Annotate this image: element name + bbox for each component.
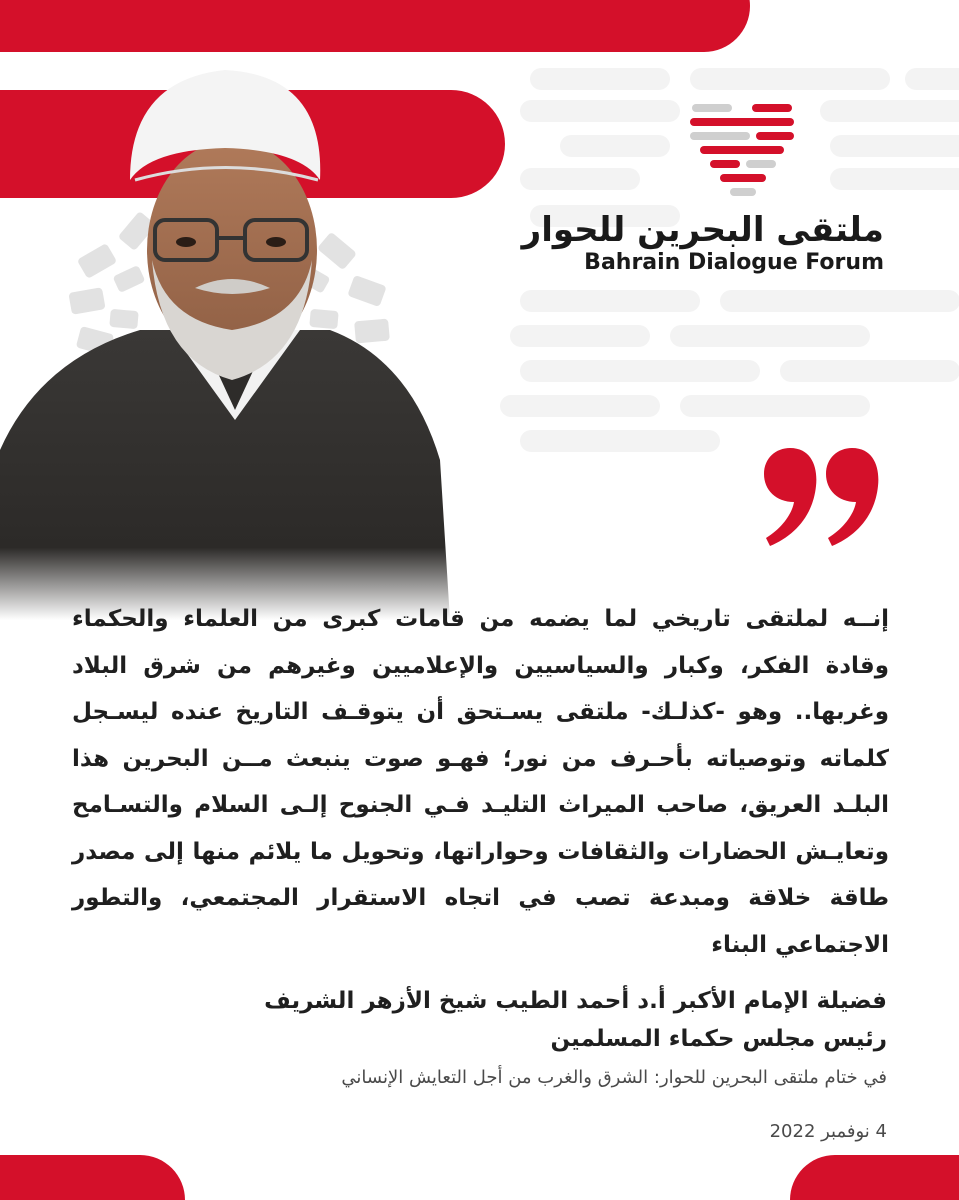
bg-pill [830,168,959,190]
bg-pill [720,290,959,312]
bg-pill [670,325,870,347]
bg-pill [520,290,700,312]
brand-name-arabic: ملتقى البحرين للحوار [521,210,884,250]
bg-pill [510,325,650,347]
bg-pill [560,135,670,157]
decor-red-bar-bottom-left [0,1155,185,1200]
event-date: 4 نوفمبر 2022 [769,1121,887,1142]
quote-mark-icon [762,448,880,548]
speaker-title: رئيس مجلس حكماء المسلمين [550,1026,887,1052]
bg-pill [780,360,959,382]
bg-pill [520,168,640,190]
bg-pill [520,360,760,382]
bg-pill [690,68,890,90]
forum-logo-icon [686,104,798,196]
bg-pill [820,100,959,122]
speaker-attribution [87,982,887,1058]
bg-pill [830,135,959,157]
decor-red-bar-top [0,0,750,52]
speaker-name: فضيلة الإمام الأكبر أ.د أحمد الطيب شيخ الأزهر الشريف [264,988,887,1014]
decor-red-bar-bottom-right [790,1155,959,1200]
event-description: في ختام ملتقى البحرين للحوار: الشرق والغرب من أجل التعايش الإنساني [341,1067,887,1088]
bg-pill [905,68,959,90]
bg-pill [530,68,670,90]
quote-text: إنــه لملتقى تاريخي لما يضمه من قامات كبرى من العلماء والحكماء وقادة الفكر، وكبار والسياسيين والإعلاميين وغيرهم من شرق البلاد وغربها.. وهو -كذلـك- ملتقى يسـتحق أن يتوقـف التاريخ عنده ليسـجل كلماته وتوصياته بأحـرف من نور؛ فهـو صوت ينبعث مــن البحرين هذا البلـد العريق، صاحب الميراث التليـد فـي الجنوح إلـى السلام والتسـامح وتعايـش الحضارات والثقافات وحواراتها، وتحويل ما يلائم منها إلى مصدر طاقة خلاقة ومبدعة تصب في اتجاه الاستقرار المجتمعي، والتطور الاجتماعي البناء [72,606,889,958]
speaker-portrait [0,60,470,620]
bg-pill [680,395,870,417]
bg-pill [500,395,660,417]
brand-name-english: Bahrain Dialogue Forum [584,250,884,275]
bg-pill [520,100,680,122]
bg-pill [520,430,720,452]
